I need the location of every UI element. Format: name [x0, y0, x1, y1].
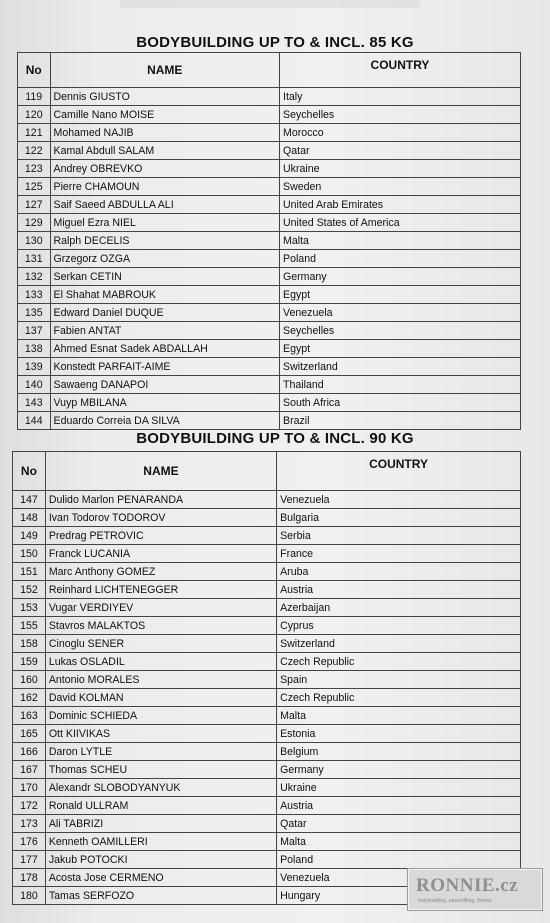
competitor-number: 121	[18, 124, 51, 142]
table-row	[18, 340, 521, 358]
competitor-name: Thomas SCHEU	[45, 761, 276, 779]
competitor-country: Czech Republic	[277, 653, 521, 671]
competitor-country: Qatar	[280, 142, 521, 160]
table-row	[13, 527, 521, 545]
competitor-name: Jakub POTOCKI	[45, 851, 276, 869]
competitor-country: Czech Republic	[277, 689, 521, 707]
competitor-number: 166	[13, 743, 46, 761]
competitor-number: 143	[18, 394, 51, 412]
table-row	[13, 797, 521, 815]
table-row	[18, 268, 521, 286]
header-name: NAME	[45, 452, 276, 491]
results-table-85kg	[17, 52, 521, 430]
competitor-country: Belgium	[277, 743, 521, 761]
competitor-country: Austria	[277, 797, 521, 815]
competitor-name: Saif Saeed ABDULLA ALI	[50, 196, 280, 214]
competitor-name: Lukas OSLADIL	[45, 653, 276, 671]
table-body-85kg	[18, 88, 521, 430]
table-row	[18, 106, 521, 124]
competitor-name: Reinhard LICHTENEGGER	[45, 581, 276, 599]
competitor-number: 132	[18, 268, 51, 286]
competitor-country: Switzerland	[280, 358, 521, 376]
competitor-name: Sawaeng DANAPOI	[50, 376, 280, 394]
competitor-number: 144	[18, 412, 51, 430]
competitor-name: Tamas SERFOZO	[45, 887, 276, 905]
competitor-number: 138	[18, 340, 51, 358]
competitor-number: 127	[18, 196, 51, 214]
competitor-name: Daron LYTLE	[45, 743, 276, 761]
competitor-country: Brazil	[280, 412, 521, 430]
competitor-name: El Shahat MABROUK	[50, 286, 280, 304]
table-row	[13, 833, 521, 851]
table-row	[18, 286, 521, 304]
competitor-country: South Africa	[280, 394, 521, 412]
competitor-name: Vuyp MBILANA	[50, 394, 280, 412]
header-name: NAME	[50, 53, 280, 88]
competitor-number: 153	[13, 599, 46, 617]
competitor-country: Spain	[277, 671, 521, 689]
table-row	[13, 761, 521, 779]
table-row	[13, 635, 521, 653]
competitor-country: Italy	[280, 88, 521, 106]
competitor-country: Malta	[277, 707, 521, 725]
competitor-name: Franck LUCANIA	[45, 545, 276, 563]
table-row	[13, 563, 521, 581]
table-row	[13, 743, 521, 761]
competitor-country: Poland	[277, 851, 521, 869]
table-row	[18, 376, 521, 394]
competitor-name: Kamal Abdull SALAM	[50, 142, 280, 160]
competitor-country: Malta	[280, 232, 521, 250]
competitor-number: 135	[18, 304, 51, 322]
table-row	[18, 160, 521, 178]
competitor-name: Acosta Jose CERMENO	[45, 869, 276, 887]
competitor-country: Morocco	[280, 124, 521, 142]
table-row	[18, 214, 521, 232]
competitor-country: Germany	[277, 761, 521, 779]
competitor-name: Ott KIIVIKAS	[45, 725, 276, 743]
competitor-country: Egypt	[280, 340, 521, 358]
competitor-name: Edward Daniel DUQUE	[50, 304, 280, 322]
table-row	[13, 779, 521, 797]
competitor-number: 130	[18, 232, 51, 250]
competitor-name: Pierre CHAMOUN	[50, 178, 280, 196]
table-row	[13, 671, 521, 689]
competitor-country: Bulgaria	[277, 509, 521, 527]
competitor-number: 155	[13, 617, 46, 635]
competitor-number: 158	[13, 635, 46, 653]
competitor-country: Ukraine	[277, 779, 521, 797]
competitor-name: Grzegorz OZGA	[50, 250, 280, 268]
competitor-country: Venezuela	[277, 491, 521, 509]
header-no: No	[13, 452, 46, 491]
competitor-country: Sweden	[280, 178, 521, 196]
competitor-country: Cyprus	[277, 617, 521, 635]
competitor-number: 139	[18, 358, 51, 376]
competitor-country: United Arab Emirates	[280, 196, 521, 214]
competitor-country: Switzerland	[277, 635, 521, 653]
competitor-country: Malta	[277, 833, 521, 851]
competitor-name: Antonio MORALES	[45, 671, 276, 689]
competitor-country: Ukraine	[280, 160, 521, 178]
competitor-name: Andrey OBREVKO	[50, 160, 280, 178]
competitor-country: Thailand	[280, 376, 521, 394]
competitor-number: 159	[13, 653, 46, 671]
competitor-country: Aruba	[277, 563, 521, 581]
competitor-name: Vugar VERDIYEV	[45, 599, 276, 617]
competitor-name: Dennis GIUSTO	[50, 88, 280, 106]
competitor-country: Seychelles	[280, 322, 521, 340]
table-row	[18, 88, 521, 106]
competitor-number: 172	[13, 797, 46, 815]
section-title-90kg: BODYBUILDING UP TO & INCL. 90 KG	[136, 430, 414, 447]
watermark-logo-text: RONNIE.cz	[416, 875, 519, 896]
competitor-number: 162	[13, 689, 46, 707]
competitor-country: Hungary	[277, 887, 521, 905]
competitor-country: Austria	[277, 581, 521, 599]
competitor-name: Miguel Ezra NIEL	[50, 214, 280, 232]
competitor-country: Qatar	[277, 815, 521, 833]
competitor-name: Ronald ULLRAM	[45, 797, 276, 815]
competitor-number: 119	[18, 88, 51, 106]
bleed-through-text	[120, 0, 420, 8]
watermark-tagline: bodybuilding, powerlifting, fitness	[418, 898, 492, 904]
competitor-number: 176	[13, 833, 46, 851]
table-row	[13, 851, 521, 869]
competitor-number: 133	[18, 286, 51, 304]
table-row	[18, 322, 521, 340]
competitor-name: Marc Anthony GOMEZ	[45, 563, 276, 581]
results-table-90kg	[12, 451, 521, 905]
competitor-number: 150	[13, 545, 46, 563]
table-row	[13, 617, 521, 635]
table-row	[13, 707, 521, 725]
table-row	[18, 232, 521, 250]
table-row	[13, 509, 521, 527]
table-row	[13, 815, 521, 833]
competitor-number: 177	[13, 851, 46, 869]
competitor-number: 129	[18, 214, 51, 232]
competitor-name: Ahmed Esnat Sadek ABDALLAH	[50, 340, 280, 358]
competitor-country: Azerbaijan	[277, 599, 521, 617]
table-body-90kg	[13, 491, 521, 905]
competitor-name: Mohamed NAJIB	[50, 124, 280, 142]
competitor-number: 160	[13, 671, 46, 689]
table-row	[13, 725, 521, 743]
table-row	[18, 124, 521, 142]
competitor-number: 163	[13, 707, 46, 725]
table-row	[18, 250, 521, 268]
competitor-country: Venezuela	[277, 869, 521, 887]
competitor-country: Venezuela	[280, 304, 521, 322]
competitor-number: 120	[18, 106, 51, 124]
header-country: COUNTRY	[277, 452, 521, 491]
competitor-name: Stavros MALAKTOS	[45, 617, 276, 635]
competitor-name: Kenneth OAMILLERI	[45, 833, 276, 851]
table-row	[18, 142, 521, 160]
competitor-name: Dulido Marlon PENARANDA	[45, 491, 276, 509]
competitor-number: 137	[18, 322, 51, 340]
competitor-number: 122	[18, 142, 51, 160]
table-row	[13, 491, 521, 509]
competitor-number: 170	[13, 779, 46, 797]
table-row	[18, 412, 521, 430]
competitor-number: 131	[18, 250, 51, 268]
competitor-number: 167	[13, 761, 46, 779]
watermark-logo	[407, 868, 543, 911]
competitor-number: 125	[18, 178, 51, 196]
competitor-country: France	[277, 545, 521, 563]
table-row	[18, 196, 521, 214]
competitor-country: Egypt	[280, 286, 521, 304]
table-row	[13, 599, 521, 617]
header-no: No	[18, 53, 51, 88]
competitor-number: 178	[13, 869, 46, 887]
competitor-country: Seychelles	[280, 106, 521, 124]
table-row	[18, 178, 521, 196]
competitor-name: Serkan CETIN	[50, 268, 280, 286]
competitor-name: Ali TABRIZI	[45, 815, 276, 833]
competitor-number: 165	[13, 725, 46, 743]
competitor-name: Konstedt PARFAIT-AIME	[50, 358, 280, 376]
competitor-number: 148	[13, 509, 46, 527]
competitor-number: 173	[13, 815, 46, 833]
competitor-number: 151	[13, 563, 46, 581]
competitor-country: Serbia	[277, 527, 521, 545]
competitor-name: Predrag PETROVIC	[45, 527, 276, 545]
table-row	[18, 394, 521, 412]
table-row	[13, 581, 521, 599]
competitor-name: Ivan Todorov TODOROV	[45, 509, 276, 527]
competitor-country: United States of America	[280, 214, 521, 232]
competitor-name: Alexandr SLOBODYANYUK	[45, 779, 276, 797]
competitor-name: Cinoglu SENER	[45, 635, 276, 653]
competitor-number: 123	[18, 160, 51, 178]
competitor-name: David KOLMAN	[45, 689, 276, 707]
competitor-name: Fabien ANTAT	[50, 322, 280, 340]
competitor-number: 152	[13, 581, 46, 599]
competitor-name: Camille Nano MOISE	[50, 106, 280, 124]
competitor-name: Dominic SCHIEDA	[45, 707, 276, 725]
table-row	[13, 545, 521, 563]
competitor-number: 149	[13, 527, 46, 545]
table-row	[13, 689, 521, 707]
header-country: COUNTRY	[280, 53, 521, 88]
competitor-name: Ralph DECELIS	[50, 232, 280, 250]
competitor-name: Eduardo Correia DA SILVA	[50, 412, 280, 430]
competitor-country: Estonia	[277, 725, 521, 743]
table-row	[18, 304, 521, 322]
competitor-number: 147	[13, 491, 46, 509]
competitor-number: 180	[13, 887, 46, 905]
section-title-85kg: BODYBUILDING UP TO & INCL. 85 KG	[136, 34, 414, 51]
competitor-country: Poland	[280, 250, 521, 268]
table-row	[18, 358, 521, 376]
table-row	[13, 653, 521, 671]
competitor-country: Germany	[280, 268, 521, 286]
competitor-number: 140	[18, 376, 51, 394]
